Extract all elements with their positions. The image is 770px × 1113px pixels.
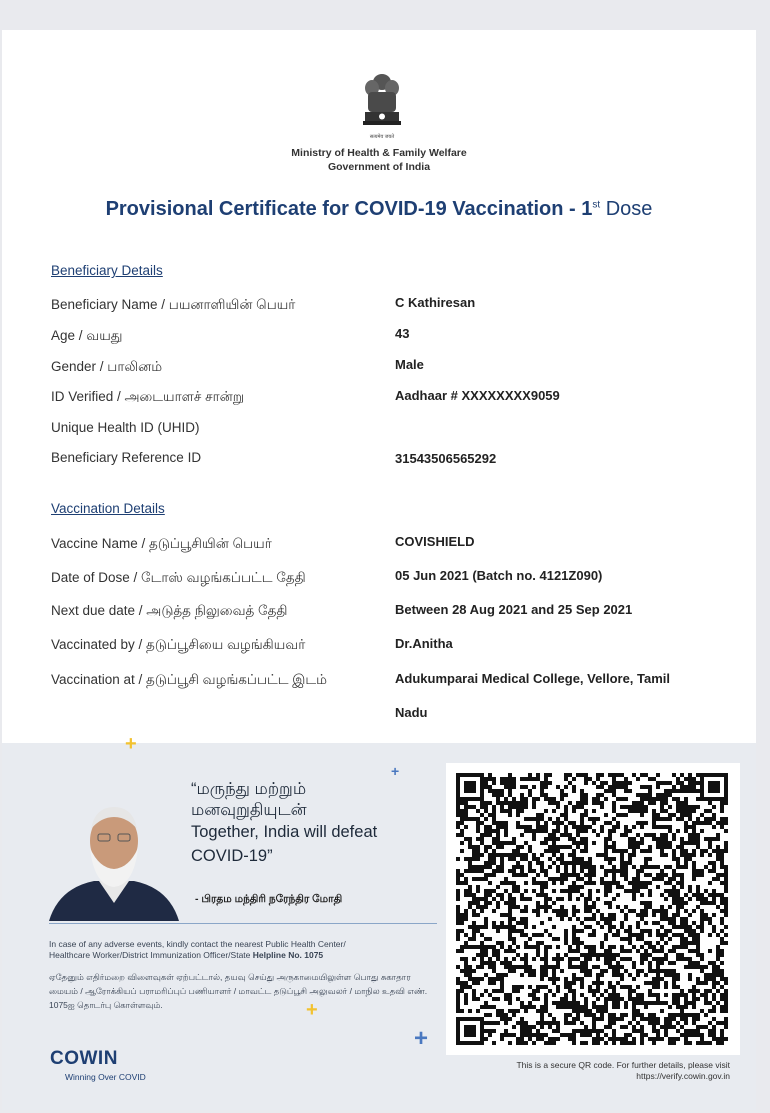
title-ordinal: st [592, 199, 601, 211]
quote-english-line1: Together, India will defeat [191, 823, 378, 841]
qr-note-line1: This is a secure QR code. For further details, please visit [516, 1060, 730, 1070]
beneficiary-name-label: Beneficiary Name / பயனாளியின் பெயர் [51, 297, 296, 312]
cowin-tagline: Winning Over COVID [65, 1072, 146, 1082]
dose-date-label: Date of Dose / டோஸ் வழங்கப்பட்ட தேதி [51, 570, 306, 585]
qr-code-icon [456, 773, 730, 1045]
pm-portrait-icon [49, 793, 179, 921]
footer-divider [49, 923, 437, 924]
age-value: 43 [395, 326, 410, 341]
quote-tamil-line2: மனவுறுதியுடன் [191, 801, 307, 819]
plus-icon: + [391, 763, 400, 779]
dose-date-value: 05 Jun 2021 (Batch no. 4121Z090) [395, 568, 603, 583]
plus-icon: + [414, 1025, 429, 1052]
emblem-motto: सत्यमेव जयते [369, 134, 395, 140]
reference-id-value: 31543506565292 [395, 451, 497, 466]
quote-tamil-line1: “மருந்து மற்றும் [191, 780, 307, 798]
id-verified-value: Aadhaar # XXXXXXXX9059 [395, 388, 560, 403]
helpline-number: Helpline No. 1075 [252, 950, 324, 960]
certificate-page [2, 30, 756, 1110]
next-due-value: Between 28 Aug 2021 and 25 Sep 2021 [395, 602, 633, 617]
vaccination-at-label: Vaccination at / தடுப்பூசி வழங்கப்பட்ட இடம் [51, 672, 327, 687]
adverse-events-english [49, 939, 429, 961]
gender-value: Male [395, 357, 424, 372]
title-dose: Dose [605, 198, 653, 220]
quote-english-line2: COVID-19” [191, 847, 273, 865]
uhid-label: Unique Health ID (UHID) [51, 420, 200, 435]
plus-icon: + [125, 733, 137, 755]
age-label: Age / வயது [51, 328, 123, 343]
beneficiary-details-heading: Beneficiary Details [51, 263, 163, 278]
title-main: Provisional Certificate for COVID-19 Vaccination - 1 [105, 198, 593, 220]
vaccination-at-value: Adukumparai Medical College, Vellore, Tamil [395, 671, 671, 686]
national-emblem-icon [359, 70, 405, 142]
adverse-events-tamil: ஏதேனும் எதிர்மறை விளைவுகள் ஏற்பட்டால், தயவு செய்து அருகாமையிலுள்ள பொது சுகாதார மையம் / ஆரோக்கியப் பராமரிப்புப் பணியாளர் / மாவட்ட தடுப்பூசி அலுவலர் / மாநில உதவி எண். 1075ஐ தொடர்பு கொள்ளவும். [49, 972, 428, 1010]
next-due-label: Next due date / அடுத்த நிலுவைத் தேதி [51, 603, 288, 618]
qr-note-line2: https://verify.cowin.gov.in [636, 1071, 730, 1081]
certificate-title [2, 198, 756, 221]
vaccinated-by-label: Vaccinated by / தடுப்பூசியை வழங்கியவர் [51, 637, 306, 652]
reference-id-label: Beneficiary Reference ID [51, 450, 202, 465]
beneficiary-name-value: C Kathiresan [395, 295, 476, 310]
vaccination-details-heading: Vaccination Details [51, 501, 165, 516]
id-verified-label: ID Verified / அடையாளச் சான்று [51, 389, 244, 404]
pm-signature-text: - பிரதம மந்திரி நரேந்திர மோதி [195, 893, 343, 905]
qr-code-panel [446, 763, 740, 1055]
vaccinated-by-value: Dr.Anitha [395, 636, 453, 651]
qr-note [442, 1060, 730, 1082]
ministry-name: Ministry of Health & Family Welfare [291, 147, 467, 159]
certificate-footer [2, 733, 756, 1110]
plus-icon: + [306, 999, 318, 1021]
adverse-line1: In case of any adverse events, kindly contact the nearest Public Health Center/ [49, 939, 346, 949]
vaccine-name-value: COVISHIELD [395, 534, 475, 549]
cowin-logo: COWIN [50, 1048, 118, 1069]
vaccine-name-label: Vaccine Name / தடுப்பூசியின் பெயர் [51, 536, 272, 551]
gender-label: Gender / பாலினம் [51, 359, 163, 374]
vaccination-at-value-line2: Nadu [395, 705, 428, 720]
government-name: Government of India [327, 161, 431, 173]
adverse-line2: Healthcare Worker/District Immunization Officer/State [49, 950, 253, 960]
